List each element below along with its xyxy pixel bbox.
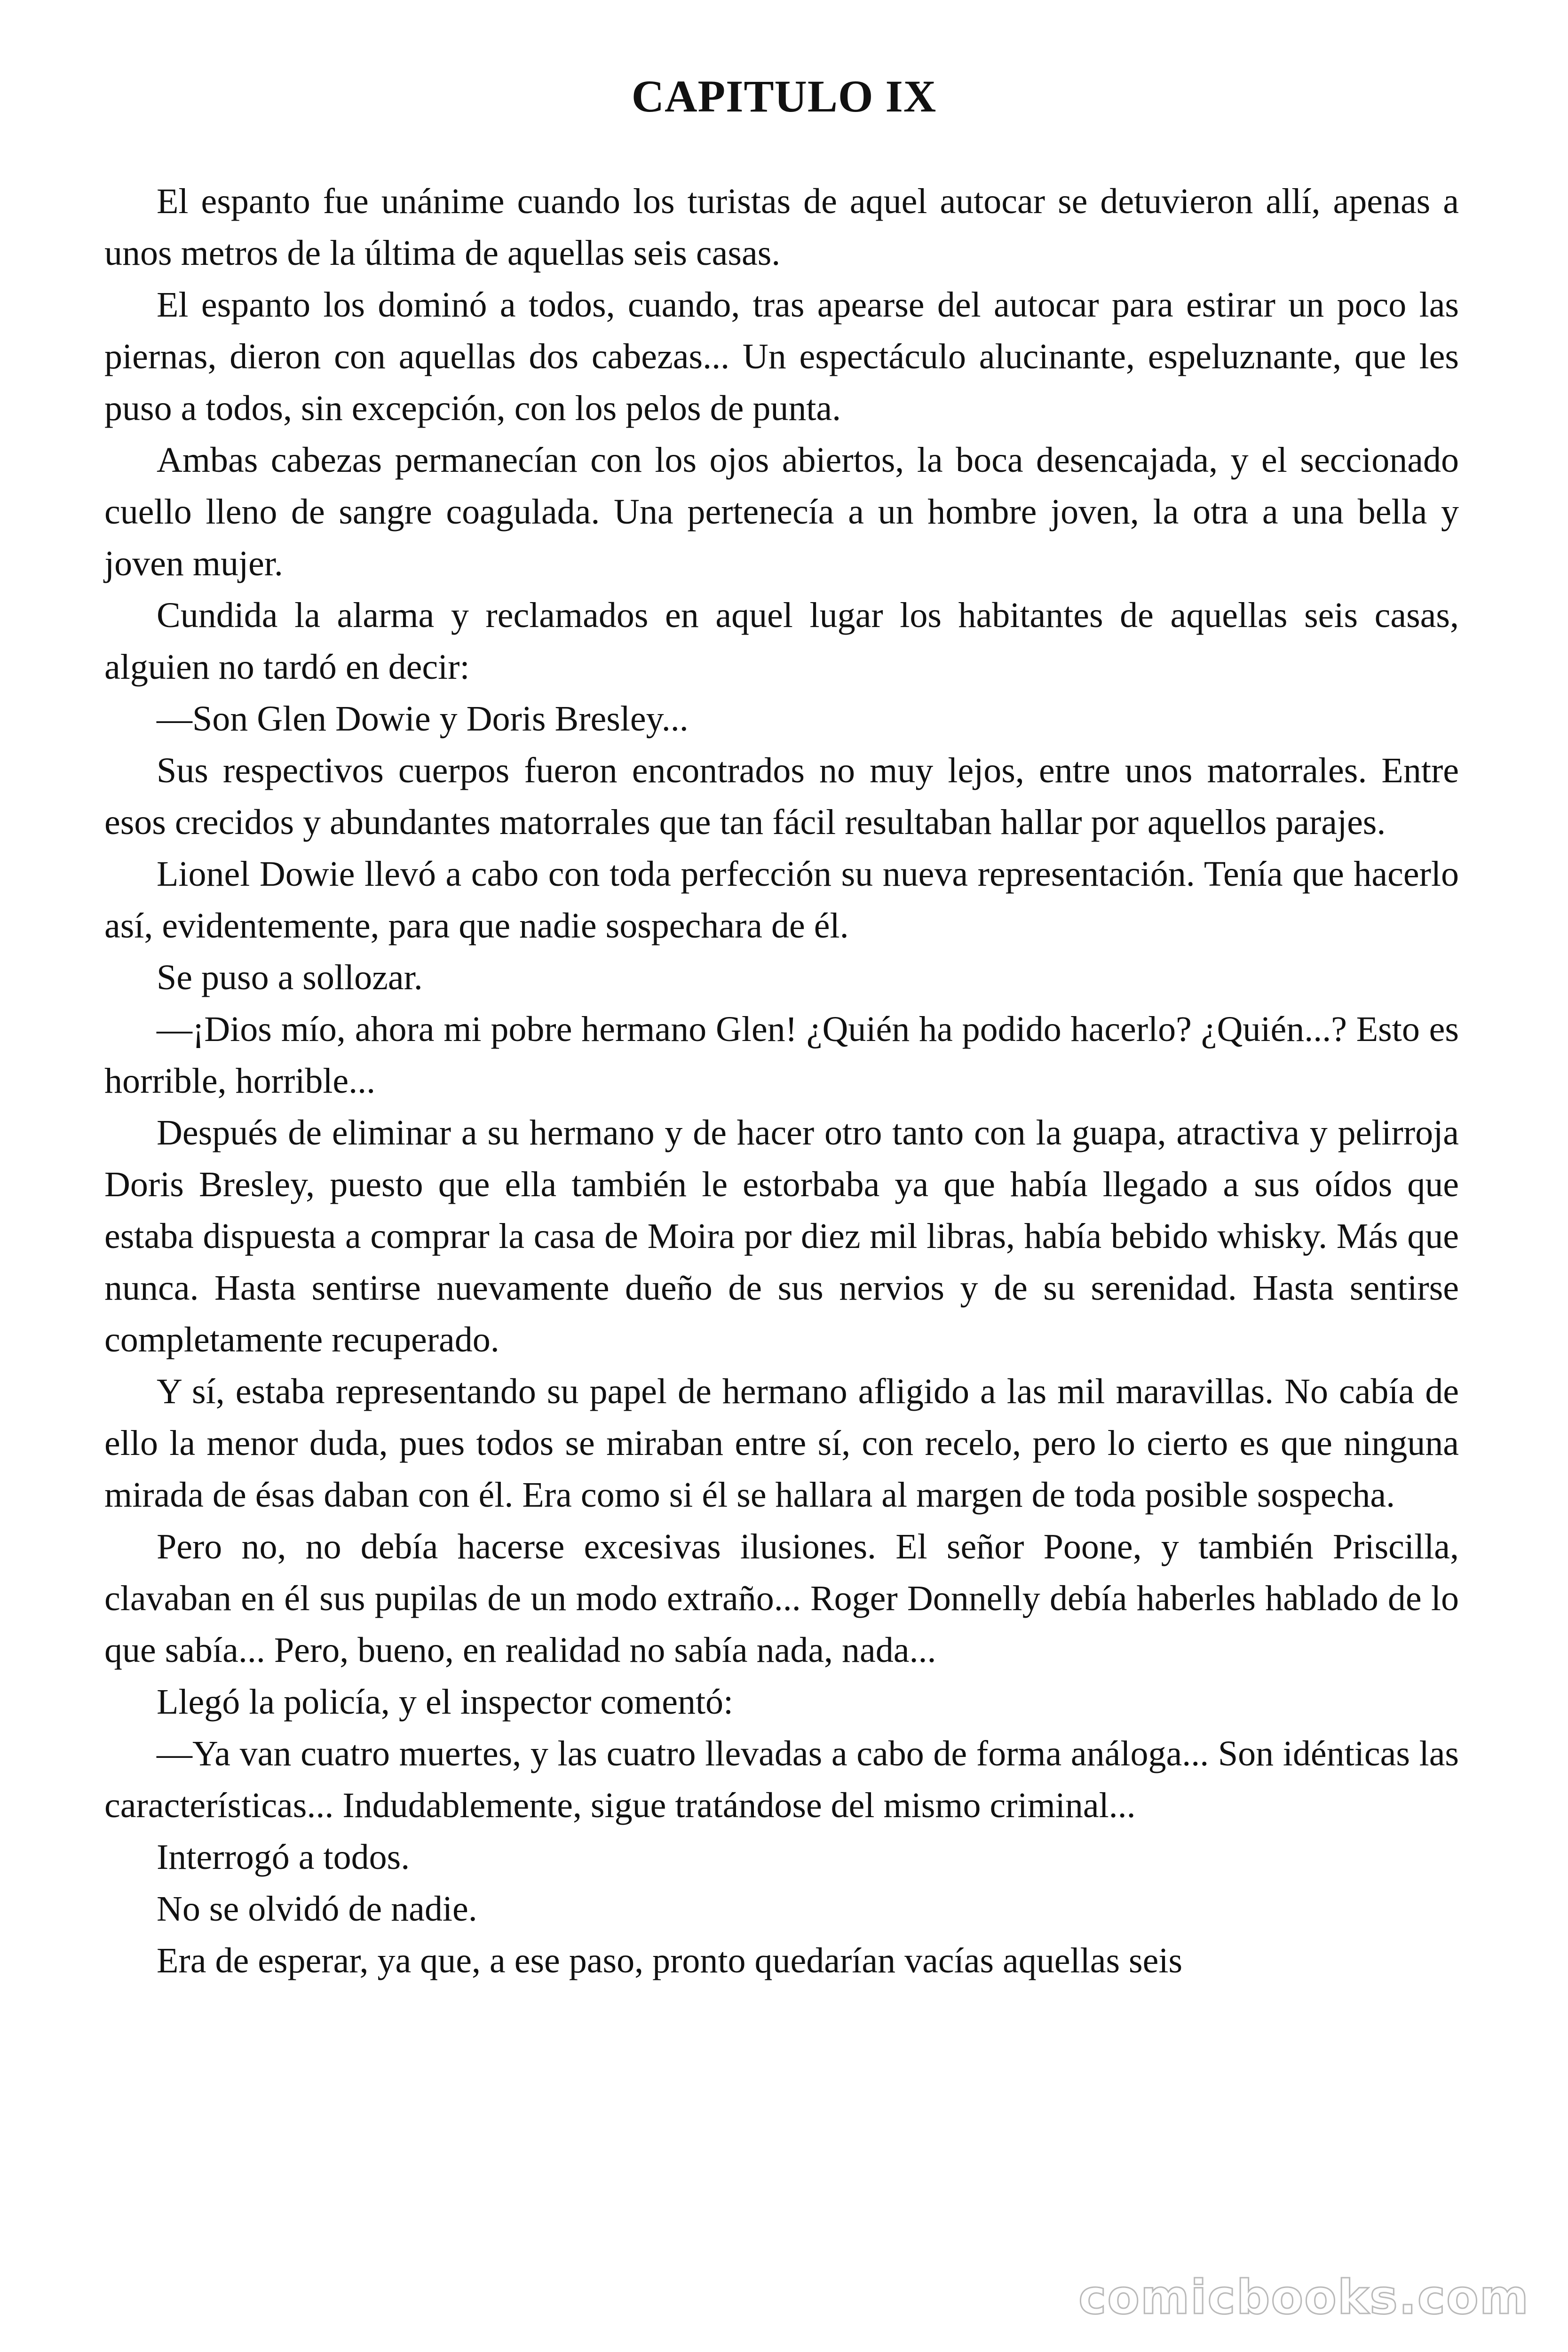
chapter-title: CAPITULO IX bbox=[631, 71, 937, 121]
paragraph: Y sí, estaba representando su papel de hermano afligido a las mil maravillas. No cabía de ello la menor duda, pues todos se miraban entre sí, con recelo, pero lo cierto es que ninguna mirada de ésas daban con él. Era como si él se hallara al margen de toda posible sospecha. bbox=[104, 1372, 1459, 1515]
paragraph: Cundida la alarma y reclamados en aquel lugar los habitantes de aquellas seis casas, alguien no tardó en decir: bbox=[104, 596, 1459, 687]
watermark-logo: comicbooks.com bbox=[1078, 2270, 1529, 2325]
dialogue-line: —Ya van cuatro muertes, y las cuatro llevadas a cabo de forma análoga... Son idénticas las características... Indudablemente, sigue tratándose del mismo criminal... bbox=[104, 1734, 1459, 1825]
dialogue-line: —Son Glen Dowie y Doris Bresley... bbox=[157, 699, 689, 739]
chapter-body bbox=[104, 175, 1459, 1986]
paragraph: Llegó la policía, y el inspector comentó: bbox=[157, 1682, 734, 1722]
paragraph: No se olvidó de nadie. bbox=[157, 1889, 477, 1929]
paragraph-continues: Era de esperar, ya que, a ese paso, pronto quedarían vacías aquellas seis bbox=[157, 1941, 1183, 1980]
paragraph: Interrogó a todos. bbox=[157, 1837, 410, 1877]
paragraph: Después de eliminar a su hermano y de hacer otro tanto con la guapa, atractiva y pelirroja Doris Bresley, puesto que ella también le estorbaba ya que había llegado a sus oídos que estaba dispuesta a comprar la casa de Moira por diez mil libras, había bebido whisky. Más que nunca. Hasta sentirse nuevamente dueño de sus nervios y de su serenidad. Hasta sentirse completamente recuperado. bbox=[104, 1113, 1459, 1359]
paragraph: Ambas cabezas permanecían con los ojos abiertos, la boca desencajada, y el seccionado cuello lleno de sangre coagulada. Una pertenecía a un hombre joven, la otra a una bella y joven mujer. bbox=[104, 440, 1459, 583]
dialogue-line: —¡Dios mío, ahora mi pobre hermano Glen! ¿Quién ha podido hacerlo? ¿Quién...? Esto es horrible, horrible... bbox=[104, 1009, 1459, 1101]
paragraph: Lionel Dowie llevó a cabo con toda perfección su nueva representación. Tenía que hacerlo así, evidentemente, para que nadie sospechara de él. bbox=[104, 854, 1459, 946]
paragraph: El espanto los dominó a todos, cuando, tras apearse del autocar para estirar un poco las piernas, dieron con aquellas dos cabezas... Un espectáculo alucinante, espeluznante, que les puso a todos, sin excepción, con los pelos de punta. bbox=[104, 285, 1459, 428]
paragraph: Sus respectivos cuerpos fueron encontrados no muy lejos, entre unos matorrales. Entre esos crecidos y abundantes matorrales que tan fácil resultaban hallar por aquellos parajes. bbox=[104, 751, 1459, 842]
paragraph: Pero no, no debía hacerse excesivas ilusiones. El señor Poone, y también Priscilla, clavaban en él sus pupilas de un modo extraño... Roger Donnelly debía haberles hablado de lo que sabía... Pero, bueno, en realidad no sabía nada, nada... bbox=[104, 1527, 1459, 1670]
paragraph: Se puso a sollozar. bbox=[157, 958, 423, 997]
paragraph: El espanto fue unánime cuando los turistas de aquel autocar se detuvieron allí, apenas a unos metros de la última de aquellas seis casas. bbox=[104, 182, 1459, 273]
